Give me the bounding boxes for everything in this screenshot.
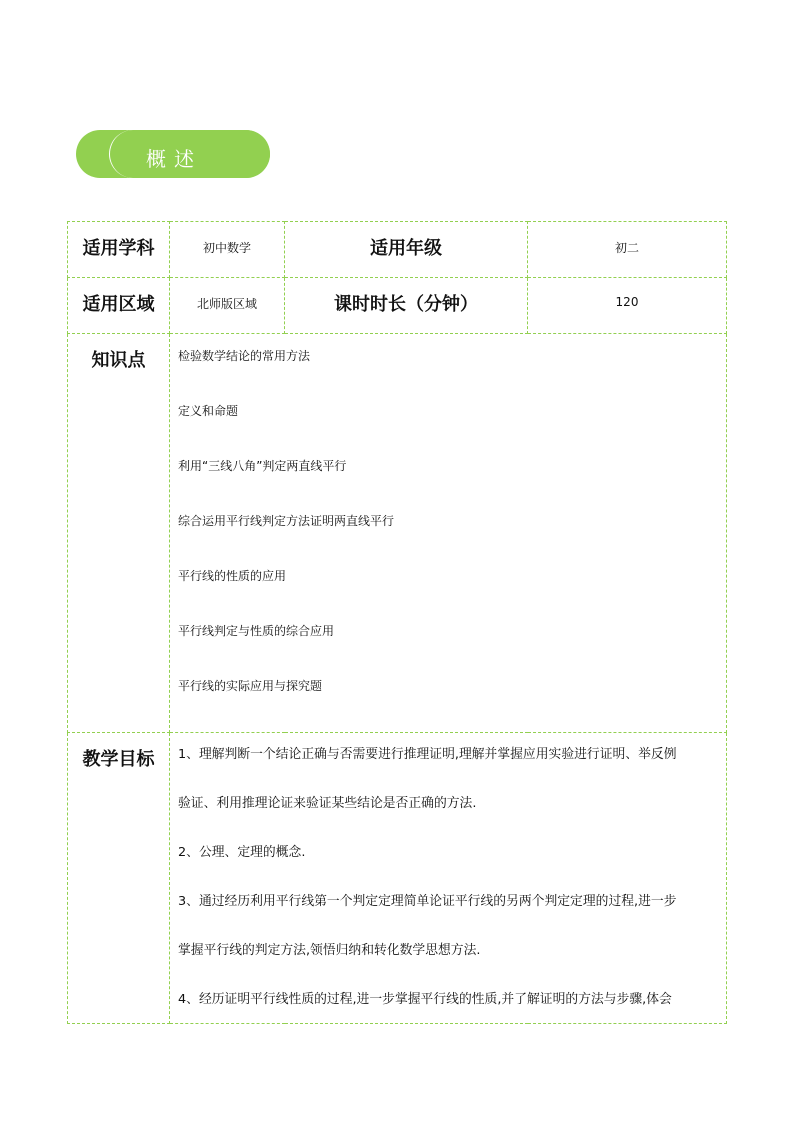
grade-value: 初二	[614, 241, 639, 255]
grade-value-cell	[528, 222, 727, 278]
list-item: 平行线的性质的应用	[178, 569, 287, 583]
goal-line: 3、通过经历利用平行线第一个判定定理简单论证平行线的另两个判定定理的过程,进一步	[178, 894, 677, 909]
knowledge-label-cell	[68, 334, 170, 733]
duration-label: 课时时长（分钟）	[334, 294, 478, 315]
region-value: 北师版区域	[196, 297, 257, 311]
goal-line: 2、公理、定理的概念.	[178, 845, 306, 860]
knowledge-list	[170, 334, 726, 732]
subject-label: 适用学科	[82, 238, 155, 259]
list-item: 平行线判定与性质的综合应用	[178, 624, 335, 638]
table-row	[68, 222, 727, 278]
goal-line: 验证、利用推理论证来验证某些结论是否正确的方法.	[178, 796, 477, 811]
list-item: 平行线的实际应用与探究题	[178, 679, 323, 693]
table-row	[68, 733, 727, 1024]
goal-line: 掌握平行线的判定方法,领悟归纳和转化数学思想方法.	[178, 943, 481, 958]
goals-text	[170, 733, 726, 1023]
table-row	[68, 334, 727, 733]
course-info-table	[67, 221, 727, 1024]
list-item: 综合运用平行线判定方法证明两直线平行	[178, 514, 395, 528]
duration-value-cell	[528, 278, 727, 334]
goals-label: 教学目标	[82, 749, 155, 770]
section-title: 概述	[146, 147, 202, 171]
list-item: 检验数学结论的常用方法	[178, 349, 311, 363]
goals-label-cell	[68, 733, 170, 1024]
goal-line: 1、理解判断一个结论正确与否需要进行推理证明,理解并掌握应用实验进行证明、举反例	[178, 747, 677, 762]
region-value-cell	[170, 278, 285, 334]
duration-label-cell	[285, 278, 528, 334]
knowledge-label: 知识点	[91, 350, 146, 371]
list-item: 利用“三线八角”判定两直线平行	[178, 459, 347, 473]
knowledge-list-cell	[170, 334, 727, 733]
goal-line: 4、经历证明平行线性质的过程,进一步掌握平行线的性质,并了解证明的方法与步骤,体会	[178, 992, 672, 1007]
subject-value: 初中数学	[202, 241, 251, 255]
grade-label-cell	[285, 222, 528, 278]
region-label-cell	[68, 278, 170, 334]
region-label: 适用区域	[82, 294, 155, 315]
grade-label: 适用年级	[370, 238, 442, 259]
subject-label-cell	[68, 222, 170, 278]
duration-value: 120	[615, 295, 639, 309]
goals-cell	[170, 733, 727, 1024]
table-row	[68, 278, 727, 334]
subject-value-cell	[170, 222, 285, 278]
list-item: 定义和命题	[178, 404, 239, 418]
